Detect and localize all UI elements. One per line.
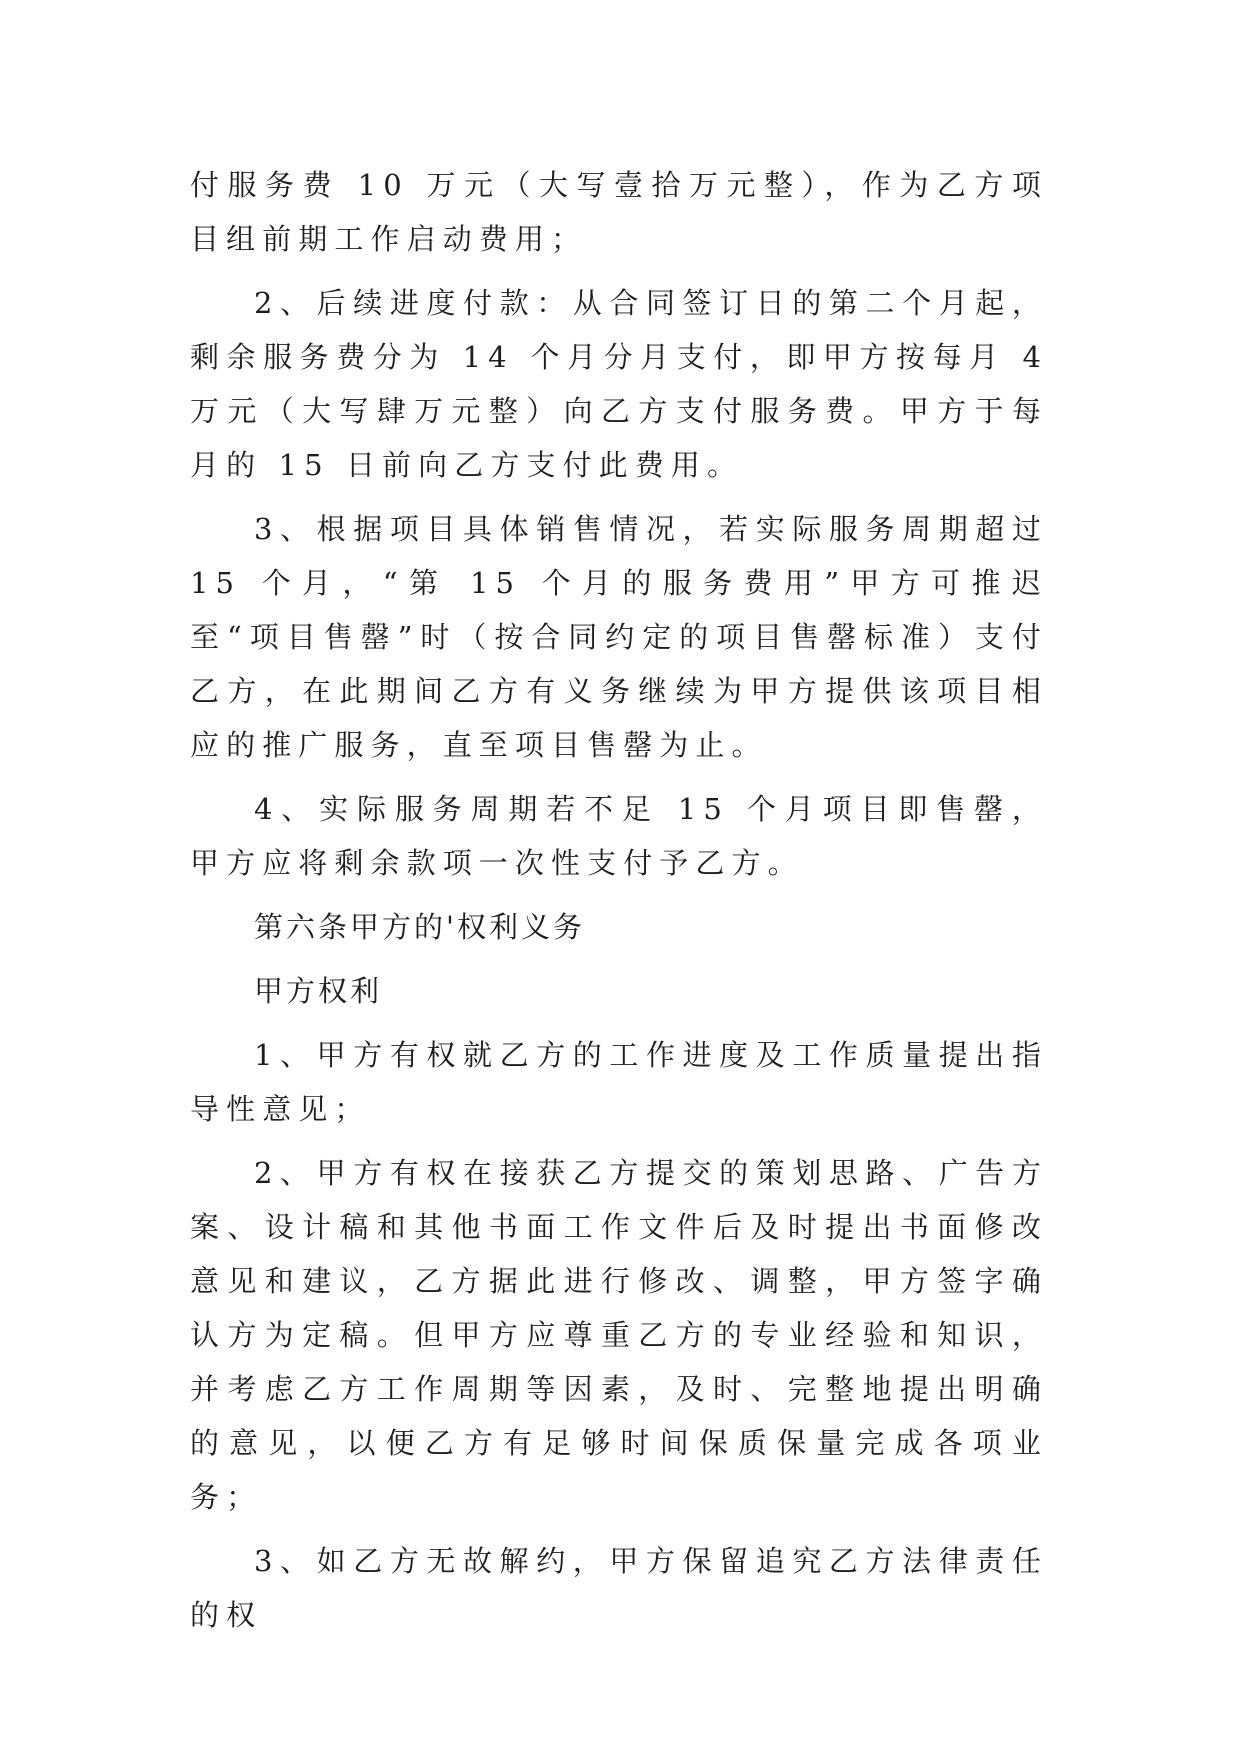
paragraph-right-termination: 3、如乙方无故解约，甲方保留追究乙方法律责任的权	[190, 1544, 1048, 1632]
section-heading-article-six: 第六条甲方的'权利义务	[254, 910, 585, 944]
subheading-party-a-rights: 甲方权利	[254, 974, 383, 1008]
paragraph-right-guidance: 1、甲方有权就乙方的工作进度及工作质量提出指导性意见；	[190, 1038, 1048, 1126]
paragraph-right-revision: 2、甲方有权在接获乙方提交的策划思路、广告方案、设计稿和其他书面工作文件后及时提出书面修改意见和建议，乙方据此进行修改、调整，甲方签字确认方为定稿。但甲方应尊重乙方的专业经验和知识，并考虑乙方工作周期等因素，及时、完整地提出明确的意见，以便乙方有足够时间保质保量完成各项业务；	[190, 1156, 1048, 1514]
paragraph-early-sellout: 4、实际服务周期若不足 15 个月项目即售罄，甲方应将剩余款项一次性支付予乙方。	[190, 792, 1048, 880]
paragraph-progress-payment: 2、后续进度付款：从合同签订日的第二个月起，剩余服务费分为 14 个月分月支付，即甲方按每月 4 万元（大写肆万元整）向乙方支付服务费。甲方于每月的 15 日前向乙方支付此费用。	[190, 286, 1048, 482]
paragraph-service-period-extension: 3、根据项目具体销售情况，若实际服务周期超过 15 个月，“第 15 个月的服务费用”甲方可推迟至“项目售罄”时（按合同约定的项目售罄标准）支付乙方，在此期间乙方有义务继续为甲方提供该项目相应的推广服务，直至项目售罄为止。	[190, 512, 1048, 762]
document-body	[190, 158, 1048, 1642]
paragraph-continuation-fee: 付服务费 10 万元（大写壹拾万元整），作为乙方项目组前期工作启动费用；	[190, 168, 1048, 256]
